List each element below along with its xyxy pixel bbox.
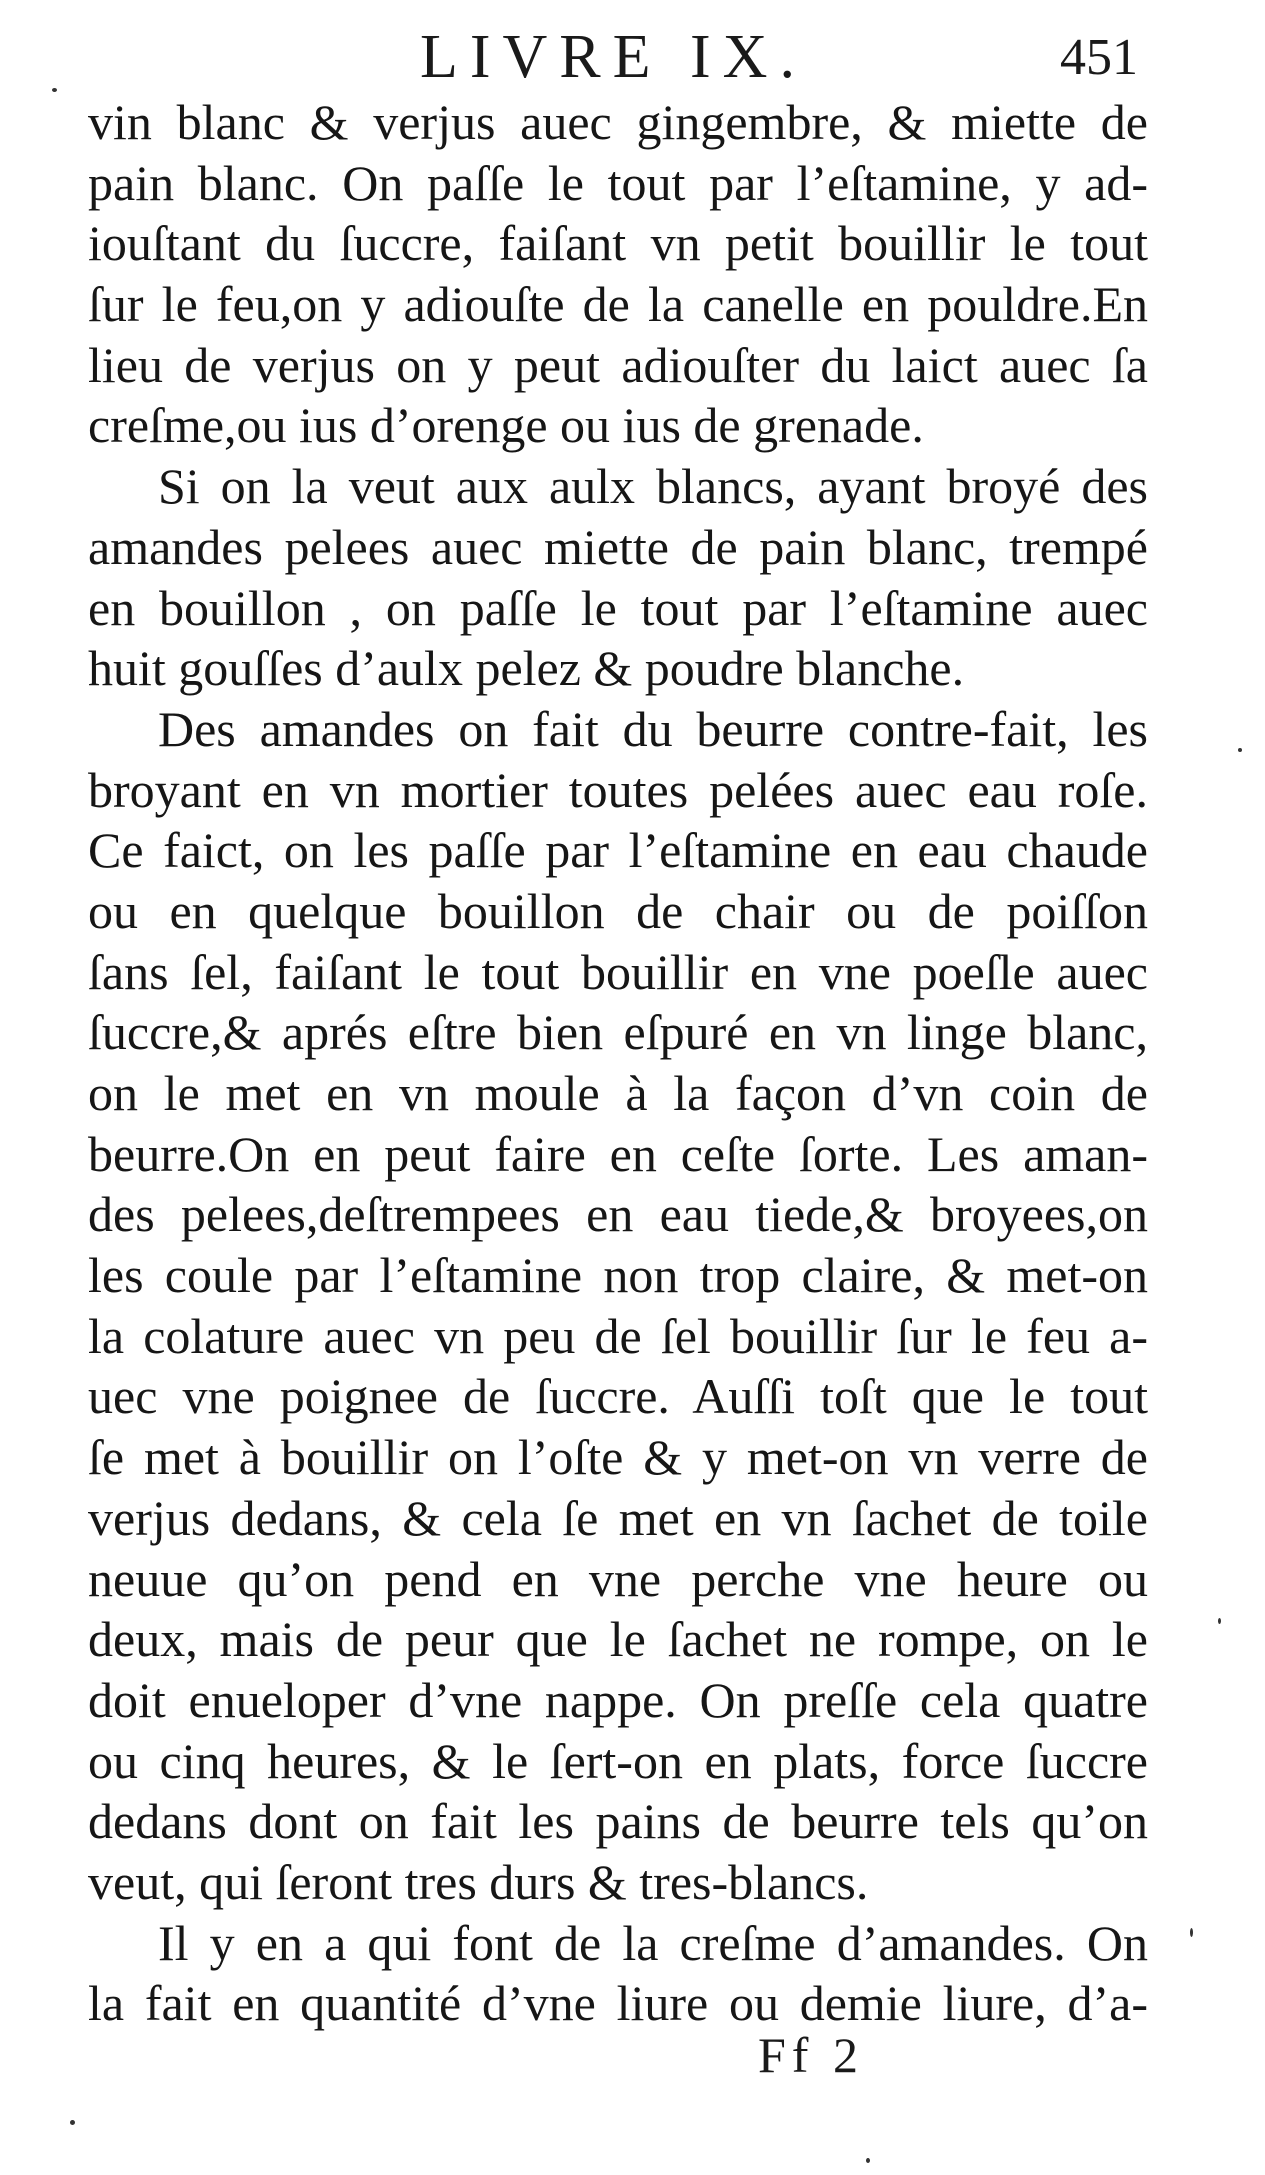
text-line: lieu de verjus on y peut adiouſter du laict auec ſa	[88, 336, 1148, 393]
text-line: Ce faict, on les paſſe par l’eſtamine en eau chaude	[88, 822, 1148, 879]
paragraph-first-line: Si on la veut aux aulx blancs, ayant broyé des	[158, 458, 1148, 515]
ink-speck	[866, 2158, 870, 2163]
text-line: en bouillon , on paſſe le tout par l’eſtamine auec	[88, 579, 1148, 636]
text-line: pain blanc. On paſſe le tout par l’eſtamine, y ad-	[88, 154, 1148, 211]
text-line: deux, mais de peur que le ſachet ne rompe, on le	[88, 1611, 1148, 1668]
text-line: ſuccre,& aprés eſtre bien eſpuré en vn linge blanc,	[88, 1004, 1148, 1061]
signature-mark: Ff 2	[758, 2027, 864, 2083]
text-line: beurre.On en peut faire en ceſte ſorte. Les aman-	[88, 1125, 1148, 1182]
text-line: iouſtant du ſuccre, faiſant vn petit bouillir le tout	[88, 215, 1148, 272]
text-line: broyant en vn mortier toutes pelées auec eau roſe.	[88, 761, 1148, 818]
text-line: veut, qui ſeront tres durs & tres-blancs.	[88, 1853, 869, 1910]
paragraph-first-line: Des amandes on fait du beurre contre-fait, les	[158, 700, 1148, 757]
paragraph-first-line: Il y en a qui font de la creſme d’amandes. On	[158, 1914, 1148, 1971]
text-line: ſur le feu,on y adiouſte de la canelle en pouldre.En	[88, 276, 1148, 333]
ink-speck	[1190, 1928, 1193, 1937]
text-line: la colature auec vn peu de ſel bouillir ſur le feu a-	[88, 1307, 1148, 1364]
text-line: ſe met à bouillir on l’oſte & y met-on vn verre de	[88, 1429, 1148, 1486]
ink-speck	[70, 2120, 75, 2125]
text-line: vin blanc & verjus auec gingembre, & miette de	[88, 94, 1148, 150]
ink-speck	[52, 88, 57, 92]
running-title: LIVRE IX.	[420, 23, 807, 91]
text-line: doit enueloper d’vne nappe. On preſſe cela quatre	[88, 1671, 1148, 1728]
text-line: des pelees,deſtrempees en eau tiede,& broyees,on	[88, 1186, 1148, 1243]
text-line: la fait en quantité d’vne liure ou demie liure, d’a-	[88, 1975, 1148, 2032]
text-line: on le met en vn moule à la façon d’vn coin de	[88, 1065, 1148, 1121]
ink-speck	[1218, 1618, 1221, 1624]
text-line: les coule par l’eſtamine non trop claire, & met-on	[88, 1247, 1148, 1304]
text-line: amandes pelees auec miette de pain blanc, trempé	[88, 518, 1148, 575]
page-number: 451	[1060, 29, 1138, 86]
text-line: neuue qu’on pend en vne perche vne heure ou	[88, 1550, 1148, 1607]
text-line: creſme,ou ius d’orenge ou ius de grenade.	[88, 397, 924, 454]
text-line: ou cinq heures, & le ſert-on en plats, force ſuccre	[88, 1732, 1148, 1789]
running-head	[0, 22, 1265, 92]
body-text	[88, 92, 1148, 2034]
ink-speck	[1238, 748, 1242, 752]
text-line: verjus dedans, & cela ſe met en vn ſachet de toile	[88, 1489, 1148, 1546]
text-line: huit gouſſes d’aulx pelez & poudre blanche.	[88, 640, 965, 697]
text-line: dedans dont on fait les pains de beurre tels qu’on	[88, 1793, 1148, 1850]
text-line: uec vne poignee de ſuccre. Auſſi toſt que le tout	[88, 1368, 1148, 1425]
text-line: ſans ſel, faiſant le tout bouillir en vne poeſle auec	[88, 943, 1148, 1000]
text-line: ou en quelque bouillon de chair ou de poiſſon	[88, 882, 1148, 939]
